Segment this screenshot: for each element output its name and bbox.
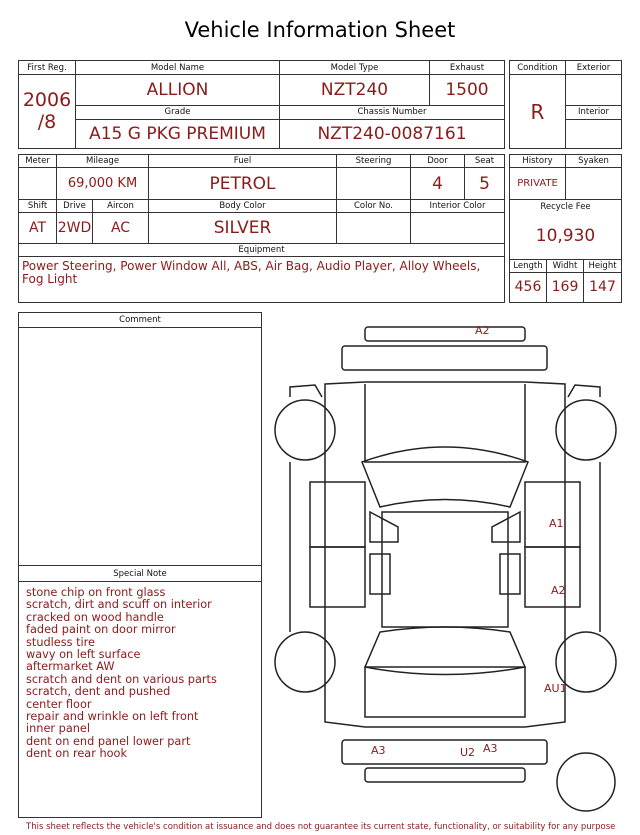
roof (382, 512, 508, 627)
model-name-label: Model Name (76, 61, 280, 75)
aircon-label: Aircon (93, 200, 149, 213)
special-note-item: faded paint on door mirror (26, 623, 176, 637)
grade-label: Grade (76, 105, 280, 119)
fuel-value: PETROL (149, 168, 337, 200)
body-color-value: SILVER (149, 213, 337, 243)
damage-mark-rear-center: U2 (460, 746, 476, 759)
page-title: Vehicle Information Sheet (184, 18, 456, 42)
comment-label: Comment (119, 315, 161, 325)
special-note-item: inner panel (26, 722, 90, 736)
special-note-item: dent on end panel lower part (26, 734, 191, 748)
mileage-value: 69,000 KM (57, 168, 149, 200)
height-label: Height (584, 259, 622, 272)
history-table (509, 154, 622, 303)
mileage-label: Mileage (57, 155, 149, 168)
damage-mark-rear-left: A3 (371, 744, 386, 757)
left-rear-door (310, 547, 365, 607)
aircon-value: AC (93, 213, 149, 243)
recycle-fee-label: Recycle Fee (510, 200, 622, 214)
body-color-label: Body Color (149, 200, 337, 213)
special-note-divider (18, 581, 262, 582)
syaken-label: Syaken (566, 155, 622, 168)
left-front-window (370, 512, 398, 542)
chassis-value: NZT240-0087161 (280, 119, 505, 148)
special-note-item: wavy on left surface (26, 648, 141, 662)
color-no-label: Color No. (337, 200, 411, 213)
windshield (362, 447, 528, 507)
first-reg-value: 2006 /8 (22, 89, 72, 134)
history-value: PRIVATE (510, 168, 566, 200)
right-front-door (525, 482, 580, 547)
history-label: History (510, 155, 566, 168)
seat-value: 5 (465, 168, 505, 200)
width-label: Widht (547, 259, 584, 272)
interior-color-label: Interior Color (411, 200, 505, 213)
model-info-table (18, 60, 505, 149)
damage-mark-right-rear-fender: AU1 (544, 682, 567, 695)
condition-table (509, 60, 622, 149)
special-note-item: scratch, dent and pushed (26, 685, 171, 699)
first-reg-label: First Reg. (19, 61, 76, 75)
door-value: 4 (411, 168, 465, 200)
steering-label: Steering (337, 155, 411, 168)
front-bumper (342, 346, 547, 370)
length-label: Length (510, 259, 547, 272)
right-front-window (492, 512, 520, 542)
right-front-fender (568, 385, 600, 397)
special-note-item: repair and wrinkle on left front (26, 710, 199, 724)
exhaust-value: 1500 (430, 75, 505, 105)
special-note-item: center floor (26, 697, 92, 711)
model-type-value: NZT240 (280, 75, 430, 105)
exhaust-label: Exhaust (430, 61, 505, 75)
special-note-item: scratch and dent on various parts (26, 672, 217, 686)
left-front-door (310, 482, 365, 547)
chassis-label: Chassis Number (280, 105, 505, 119)
special-note-item: cracked on wood handle (26, 610, 164, 624)
damage-mark-rear-right: A3 (483, 742, 498, 755)
spare-tire-icon (557, 753, 615, 811)
left-rear-window (370, 554, 390, 594)
special-note-item: aftermarket AW (26, 660, 115, 674)
special-note-item: stone chip on front glass (26, 586, 166, 599)
left-front-fender (290, 385, 322, 397)
special-note-label: Special Note (113, 569, 167, 579)
front-bumper-top (365, 327, 525, 341)
height-value: 147 (584, 272, 622, 302)
interior-label: Interior (566, 105, 622, 119)
hood (365, 384, 525, 462)
model-name-value: ALLION (76, 75, 280, 105)
damage-mark-right-front-door: A1 (549, 517, 564, 530)
exterior-label: Exterior (566, 61, 622, 75)
equipment-value: Power Steering, Power Window All, ABS, Air Bag, Audio Player, Alloy Wheels, Fog Light (22, 259, 481, 286)
special-note-item: dent on rear hook (26, 747, 127, 761)
disclaimer-footer: This sheet reflects the vehicle's condition at issuance and does not guarantee its current state, functionality, or suitability for any purpose (26, 822, 616, 832)
damage-mark-front-bumper: A2 (475, 324, 490, 337)
damage-mark-right-rear-door: A2 (551, 584, 566, 597)
wheel-rear-left-icon (275, 632, 335, 692)
meter-label: Meter (19, 155, 57, 168)
fuel-label: Fuel (149, 155, 337, 168)
special-notes-list (26, 587, 217, 761)
car-damage-diagram (270, 322, 620, 822)
equipment-label: Equipment (19, 243, 505, 256)
width-value: 169 (547, 272, 584, 302)
grade-value: A15 G PKG PREMIUM (76, 119, 280, 148)
special-note-item: scratch, dirt and scuff on interior (26, 598, 212, 612)
recycle-fee-value: 10,930 (510, 214, 622, 259)
shift-value: AT (19, 213, 57, 243)
door-label: Door (411, 155, 465, 168)
right-rear-door (525, 547, 580, 607)
shift-label: Shift (19, 200, 57, 213)
wheel-front-left-icon (275, 400, 335, 460)
right-rear-window (500, 554, 520, 594)
comment-divider (18, 327, 262, 328)
special-note-divider-top (18, 565, 262, 566)
length-value: 456 (510, 272, 547, 302)
rear-bumper-bottom (365, 768, 525, 782)
special-note-item: studless tire (26, 635, 96, 649)
model-type-label: Model Type (280, 61, 430, 75)
drive-value: 2WD (57, 213, 93, 243)
condition-value: R (510, 75, 566, 149)
drive-label: Drive (57, 200, 93, 213)
seat-label: Seat (465, 155, 505, 168)
condition-label: Condition (510, 61, 566, 75)
